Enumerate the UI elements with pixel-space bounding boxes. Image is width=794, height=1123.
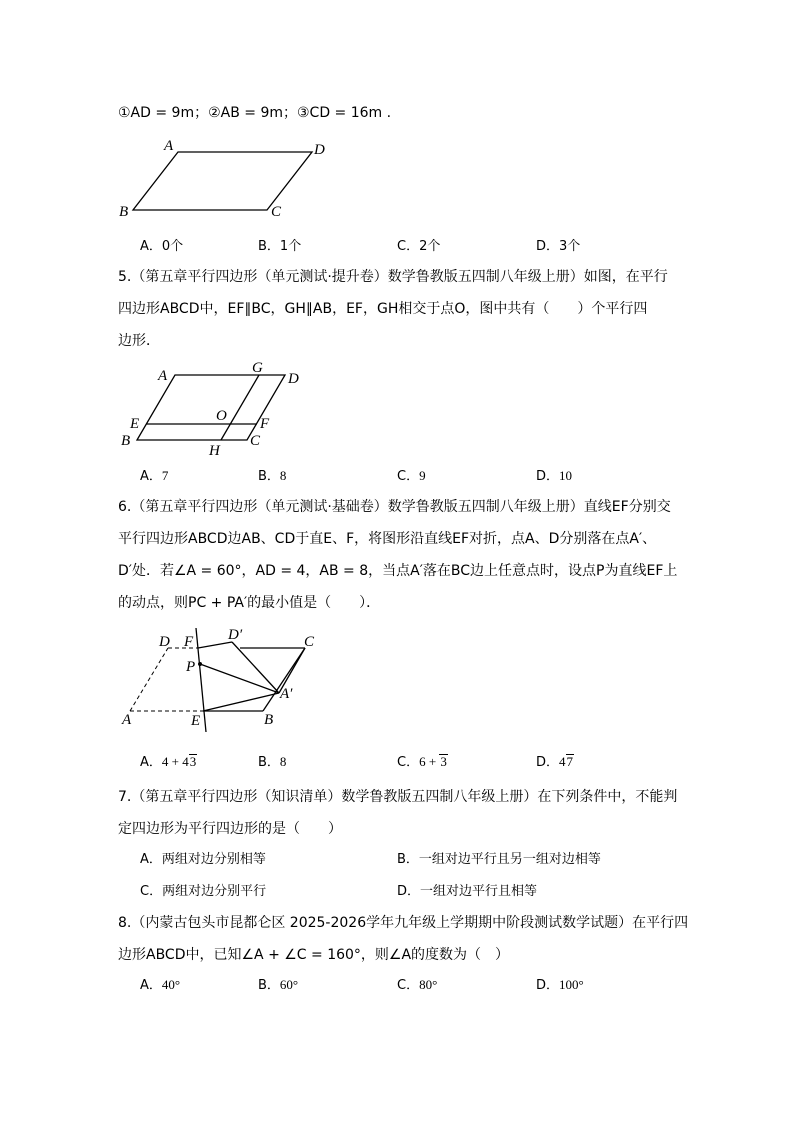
q5-option-a[interactable]: A．7: [140, 468, 169, 484]
q5-stem-line3: 边形．: [118, 333, 160, 349]
q5-label-a: A: [158, 368, 168, 384]
q4-conditions: ①AD = 9m；②AB = 9m；③CD = 16m .: [118, 105, 392, 121]
q6-option-d[interactable]: D．47: [536, 754, 574, 770]
q6-label-d: D: [159, 634, 170, 650]
q5-stem-line2: 四边形ABCD中，EF∥BC，GH∥AB，EF，GH相交于点O，图中共有（ ）个平行四: [118, 301, 648, 317]
q6-stem-line2: 平行四边形ABCD边AB、CD于直E、F，将图形沿直线EF对折，点A、D分别落在点A′、: [118, 531, 657, 547]
q4-option-d[interactable]: D．3个: [536, 239, 581, 254]
q6-stem-line4: 的动点，则PC + PA′的最小值是（ ）．: [118, 595, 381, 611]
q5-label-h: H: [209, 443, 220, 459]
q6-label-e: E: [191, 713, 201, 729]
q4-option-b[interactable]: B．1个: [258, 239, 302, 254]
q8-stem-line1: 8.（内蒙古包头市昆都仑区 2025-2026学年九年级上学期期中阶段测试数学试题）在平行四: [118, 915, 689, 931]
q6-label-d-prime: D′: [228, 627, 243, 643]
q6-option-a[interactable]: A．4 + 43: [140, 754, 197, 770]
q4-option-c[interactable]: C．2个: [397, 239, 441, 254]
q5-label-g: G: [252, 360, 263, 376]
q8-stem-line2: 边形ABCD中，已知∠A + ∠C = 160°，则∠A的度数为（ ）: [118, 947, 510, 963]
q6-label-f: F: [184, 634, 194, 650]
q5-stem-line1: 5.（第五章平行四边形（单元测试·提升卷）数学鲁教版五四制八年级上册）如图，在平行: [118, 269, 668, 285]
q5-option-c[interactable]: C．9: [397, 468, 426, 484]
q6-option-c[interactable]: C．6 + 3: [397, 754, 447, 770]
q8-option-c[interactable]: C．80°: [397, 977, 438, 993]
q5-label-f: F: [260, 416, 270, 432]
q8-option-d[interactable]: D．100°: [536, 977, 584, 993]
q7-option-c[interactable]: C．两组对边分别平行: [140, 884, 267, 899]
q5-label-d: D: [288, 371, 299, 387]
q6-stem-line1: 6.（第五章平行四边形（单元测试·基础卷）数学鲁教版五四制八年级上册）直线EF分别交: [118, 499, 671, 515]
q7-stem-line1: 7.（第五章平行四边形（知识清单）数学鲁教版五四制八年级上册）在下列条件中，不能判: [118, 789, 678, 805]
q6-label-c: C: [304, 634, 315, 650]
q7-option-a[interactable]: A．两组对边分别相等: [140, 852, 266, 867]
q6-label-p: P: [186, 659, 196, 675]
q4-label-d: D: [314, 142, 325, 158]
q4-label-b: B: [119, 204, 129, 220]
q5-label-o: O: [216, 408, 227, 424]
q5-option-d[interactable]: D．10: [536, 468, 573, 484]
q5-option-b[interactable]: B．8: [258, 468, 287, 484]
q7-option-d[interactable]: D．一组对边平行且相等: [397, 884, 538, 899]
q6-label-a-prime: A′: [280, 686, 293, 702]
q7-stem-line2: 定四边形为平行四边形的是（ ）: [118, 821, 342, 837]
q6-label-a: A: [122, 712, 132, 728]
q8-option-a[interactable]: A．40°: [140, 977, 181, 993]
q6-option-b[interactable]: B．8: [258, 754, 287, 770]
q5-label-c: C: [250, 433, 261, 449]
q4-option-a[interactable]: A．0个: [140, 239, 184, 254]
q6-label-b: B: [264, 712, 274, 728]
q7-option-b[interactable]: B．一组对边平行且另一组对边相等: [397, 852, 601, 867]
q4-label-a: A: [164, 138, 174, 154]
q4-label-c: C: [271, 204, 282, 220]
q5-label-b: B: [121, 433, 131, 449]
q6-stem-line3: D′处．若∠A = 60°，AD = 4，AB = 8，当点A′落在BC边上任意点时，设点P为直线EF上: [118, 563, 678, 579]
q8-option-b[interactable]: B．60°: [258, 977, 299, 993]
q5-label-e: E: [130, 416, 140, 432]
